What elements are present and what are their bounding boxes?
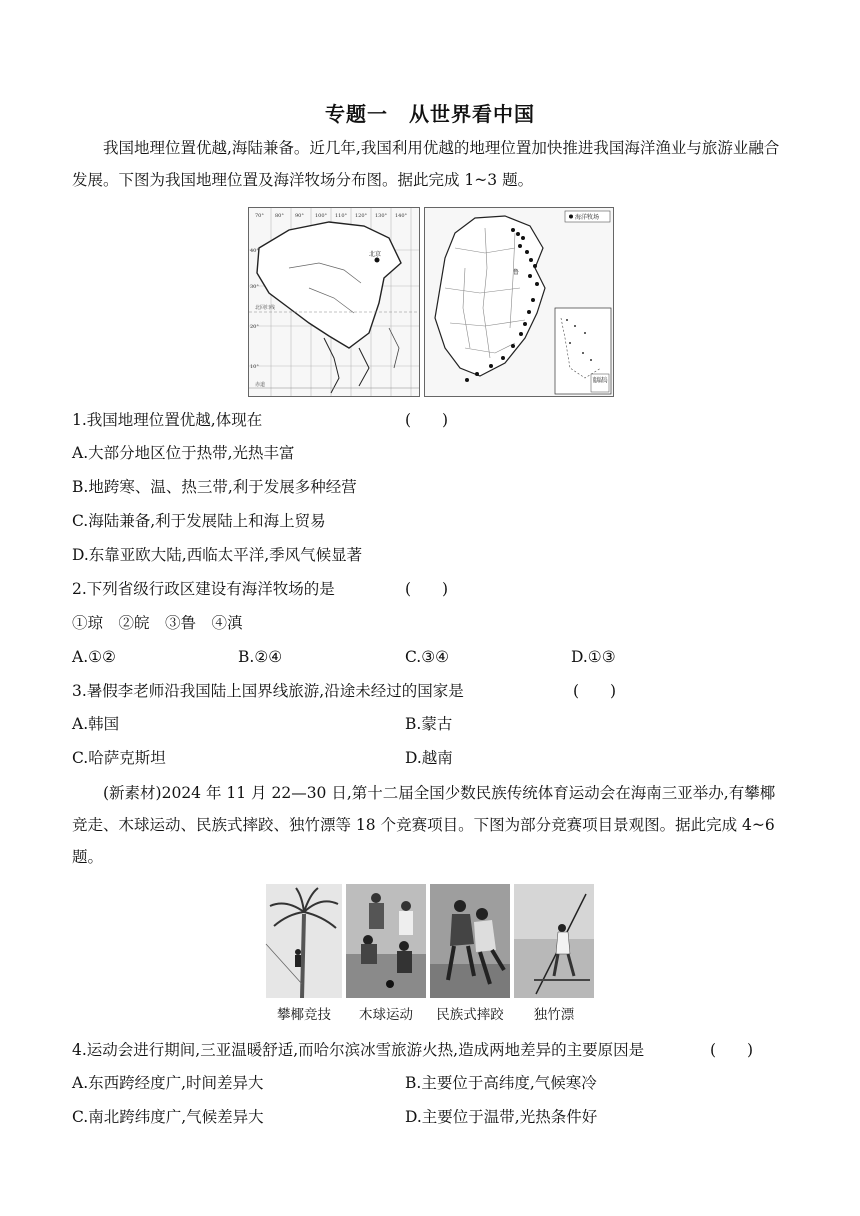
q1-answer-blank: ( )	[405, 411, 449, 429]
q4-option-b: B.主要位于高纬度,气候寒冷	[405, 1074, 597, 1092]
q1-option-a: A.大部分地区位于热带,光热丰富	[72, 444, 295, 462]
caption-ethnic-wrestling: 民族式摔跤	[436, 1007, 504, 1023]
page-title: 专题一 从世界看中国	[325, 102, 535, 126]
q2-answer-blank: ( )	[405, 580, 449, 598]
photo-bamboo-rafting	[514, 884, 594, 998]
lat-tick: 20°	[250, 324, 259, 330]
lon-tick: 110°	[335, 213, 348, 219]
q1-option-b: B.地跨寒、温、热三带,利于发展多种经营	[72, 478, 357, 496]
photo-wooden-ball	[346, 884, 426, 998]
lon-tick: 120°	[355, 213, 368, 219]
lon-tick: 70°	[255, 213, 264, 219]
province-label: 鲁	[513, 269, 520, 276]
q2-option-c: C.③④	[405, 648, 450, 666]
marine-ranch-graphic	[425, 208, 619, 396]
tropic-label: 北回归线	[255, 305, 276, 311]
ranch-dot-icon	[569, 215, 573, 219]
q3-stem: 3.暑假李老师沿我国陆上国界线旅游,沿途未经过的国家是	[72, 682, 464, 700]
q2-option-d: D.①③	[571, 648, 616, 666]
q3-option-c: C.哈萨克斯坦	[72, 749, 166, 767]
q2-option-b: B.②④	[238, 648, 283, 666]
inset-label: 南海诸岛	[592, 376, 619, 384]
location-map-graphic	[249, 208, 419, 396]
marine-ranch-map	[424, 207, 619, 397]
china-location-map	[248, 207, 420, 397]
beijing-label: 北京	[369, 251, 382, 258]
q3-option-b: B.蒙古	[405, 715, 453, 733]
q4-option-c: C.南北跨纬度广,气候差异大	[72, 1108, 264, 1126]
equator-label: 赤道	[255, 382, 266, 388]
q4-answer-blank: ( )	[710, 1041, 754, 1059]
caption-bamboo-rafting: 独竹漂	[533, 1007, 575, 1023]
q3-option-d: D.越南	[405, 749, 453, 767]
q4-option-a: A.东西跨经度广,时间差异大	[72, 1074, 264, 1092]
lon-tick: 100°	[315, 213, 328, 219]
q1-option-d: D.东靠亚欧大陆,西临太平洋,季风气候显著	[72, 546, 363, 564]
lon-tick: 140°	[395, 213, 408, 219]
lat-tick: 30°	[250, 284, 259, 290]
lon-tick: 90°	[295, 213, 304, 219]
lat-tick: 40°	[250, 248, 259, 254]
q4-stem: 4.运动会进行期间,三亚温暖舒适,而哈尔滨冰雪旅游火热,造成两地差异的主要原因是	[72, 1041, 645, 1059]
photo-ethnic-wrestling	[430, 884, 510, 998]
lat-tick: 10°	[250, 364, 259, 370]
q4-option-d: D.主要位于温带,光热条件好	[405, 1108, 598, 1126]
q1-stem: 1.我国地理位置优越,体现在	[72, 411, 263, 429]
q2-items: ①琼 ②皖 ③鲁 ④滇	[72, 614, 243, 632]
intro-paragraph-1: 我国地理位置优越,海陆兼备。近几年,我国利用优越的地理位置加快推进我国海洋渔业与旅游业融合发展。下图为我国地理位置及海洋牧场分布图。据此完成 1~3 题。	[72, 139, 780, 189]
caption-coconut-climbing: 攀椰竞技	[277, 1007, 331, 1023]
lon-tick: 80°	[275, 213, 284, 219]
q1-option-c: C.海陆兼备,利于发展陆上和海上贸易	[72, 512, 326, 530]
q2-option-a: A.①②	[72, 648, 116, 666]
caption-wooden-ball: 木球运动	[359, 1007, 413, 1023]
lon-tick: 130°	[375, 213, 388, 219]
q3-answer-blank: ( )	[573, 682, 617, 700]
photo-coconut-climbing	[266, 884, 342, 998]
q3-option-a: A.韩国	[72, 715, 120, 733]
legend-label: 海洋牧场	[575, 214, 600, 221]
intro-paragraph-2: (新素材)2024 年 11 月 22—30 日,第十二届全国少数民族传统体育运动会在海南三亚举办,有攀椰竞走、木球运动、民族式摔跤、独竹漂等 18 个竞赛项目。下图为部分竞赛项目景观图。据此完成 4~6 题。	[72, 784, 776, 866]
q2-stem: 2.下列省级行政区建设有海洋牧场的是	[72, 580, 335, 598]
